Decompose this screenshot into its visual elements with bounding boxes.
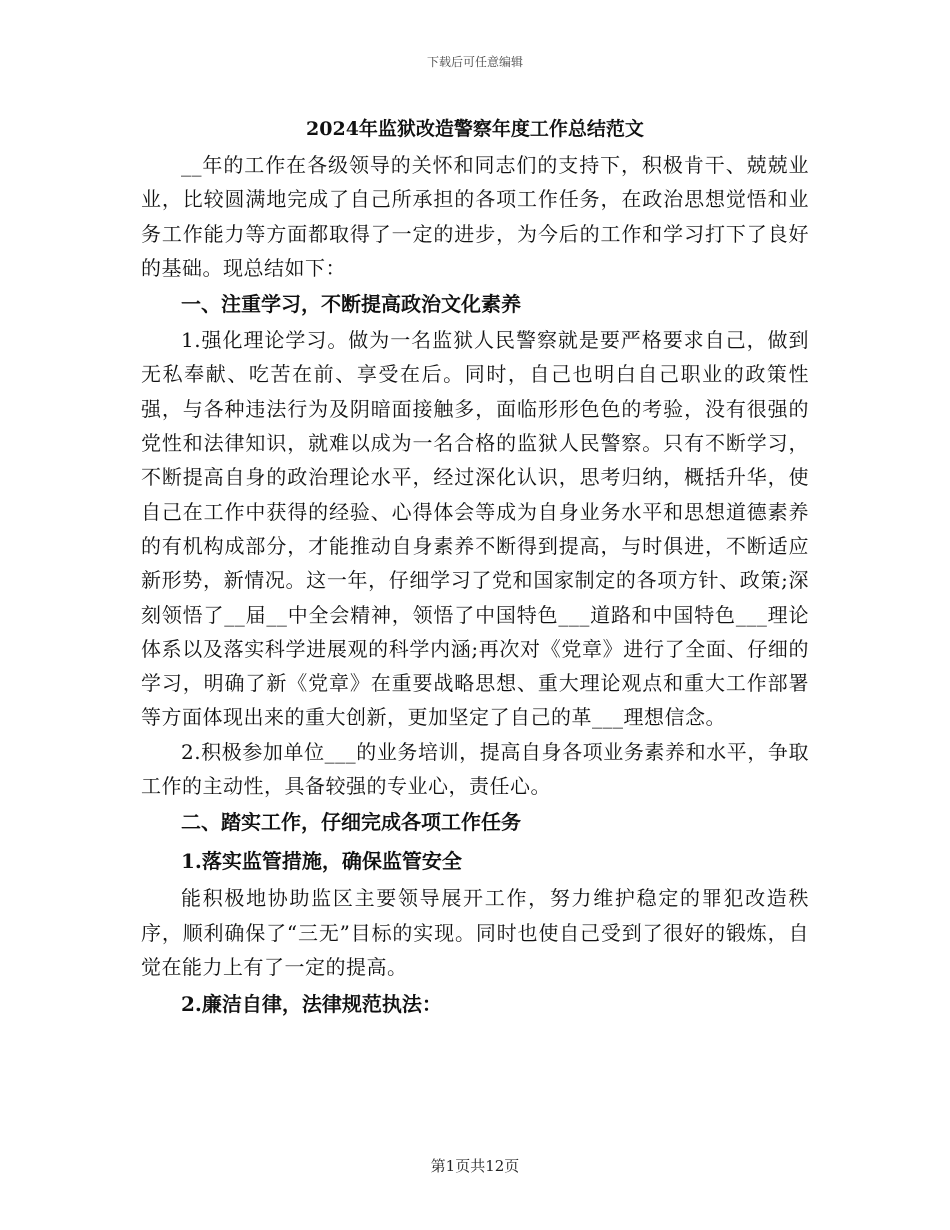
section1-heading: 一、注重学习，不断提高政治文化素养 bbox=[181, 292, 521, 317]
page-footer: 第1页共12页 bbox=[430, 1157, 520, 1175]
section2-subheading-1: 1.落实监管措施，确保监管安全 bbox=[181, 849, 462, 874]
section2-paragraph-1: 能积极地协助监区主要领导展开工作，努力维护稳定的罪犯改造秩序，顺利确保了“三无”目标的实现。同时也使自己受到了很好的锻炼，自觉在能力上有了一定的提高。 bbox=[141, 886, 809, 979]
section2-heading: 二、踏实工作，仔细完成各项工作任务 bbox=[181, 810, 521, 835]
section1-paragraph-2: 2.积极参加单位___的业务培训，提高自身各项业务素养和水平，争取工作的主动性，具备较强的专业心，责任心。 bbox=[141, 739, 809, 799]
section2-subheading-2: 2.廉洁自律，法律规范执法： bbox=[181, 992, 442, 1017]
document-body bbox=[141, 114, 809, 1024]
intro-paragraph: __年的工作在各级领导的关怀和同志们的支持下，积极肯干、兢兢业业，比较圆满地完成了自己所承担的各项工作任务，在政治思想觉悟和业务工作能力等方面都取得了一定的进步，为今后的工作和学习打下了良好的基础。现总结如下： bbox=[141, 153, 809, 280]
document-title: 2024年监狱改造警察年度工作总结范文 bbox=[306, 118, 644, 140]
header-note: 下载后可任意编辑 bbox=[426, 55, 523, 69]
section1-paragraph-1: 1.强化理论学习。做为一名监狱人民警察就是要严格要求自己，做到无私奉献、吃苦在前、享受在后。同时，自己也明白自己职业的政策性强，与各种违法行为及阴暗面接触多，面临形形色色的考验，没有很强的党性和法律知识，就难以成为一名合格的监狱人民警察。只有不断学习，不断提高自身的政治理论水平，经过深化认识，思考归纳，概括升华，使自己在工作中获得的经验、心得体会等成为自身业务水平和思想道德素养的有机构成部分，才能推动自身素养不断得到提高，与时俱进，不断适应新形势，新情况。这一年，仔细学习了党和国家制定的各项方针、政策;深刻领悟了__届__中全会精神，领悟了中国特色___道路和中国特色___理论体系以及落实科学进展观的科学内涵;再次对《党章》进行了全面、仔细的学习，明确了新《党章》在重要战略思想、重大理论观点和重大工作部署等方面体现出来的重大创新，更加坚定了自己的革___理想信念。 bbox=[141, 328, 809, 730]
